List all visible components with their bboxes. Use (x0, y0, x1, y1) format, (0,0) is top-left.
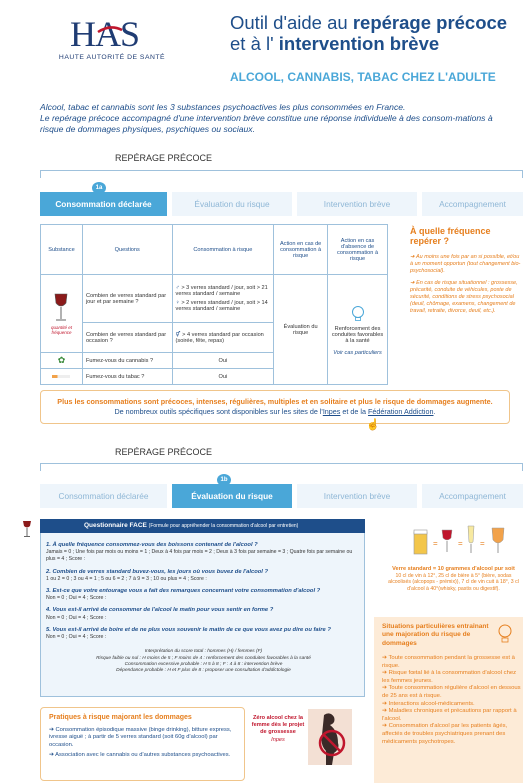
step-accompagnement[interactable]: Accompagnement (422, 192, 523, 216)
title-bold-1: repérage précoce (352, 12, 508, 33)
face-questions (46, 542, 361, 674)
callout-line-1: Plus les consommations sont précoces, intenses, régulières, multiples et en solitaire et plus le risque de dommages augmente. (57, 397, 493, 406)
situations-panel (374, 617, 523, 783)
face-header (40, 519, 365, 533)
step-accompagnement[interactable]: Accompagnement (422, 484, 523, 508)
action-norisk-text: Renforcement des conduites favorables à la santé (331, 325, 384, 344)
question-1: Combien de verres standard par jour et par semaine ? (82, 275, 172, 323)
action-norisk (328, 275, 388, 385)
action-risk: Évaluation du risque (274, 275, 328, 385)
header-action-risk: Action en cas de consommation à risque (274, 225, 328, 275)
has-logo (70, 14, 150, 58)
frequency-title: À quelle fréquence repérer ? (410, 226, 491, 246)
wine-glass-icon (53, 293, 69, 323)
page-subtitle: ALCOOL, CANNABIS, TABAC CHEZ L'ADULTE (230, 70, 496, 84)
step-intervention-breve[interactable]: Intervention brève (297, 484, 417, 508)
risk-2: ⚥ > 4 verres standard par occasion (soirée, fête, repas) (172, 323, 274, 353)
risk-1-men: ♂ > 3 verres standard / jour, soit > 21 verres standard / semaine (175, 285, 268, 297)
pregnant-woman-icon (308, 709, 352, 765)
step-consommation-declaree[interactable]: Consommation déclarée (40, 192, 167, 216)
inpes-link[interactable]: Inpes (322, 407, 341, 416)
step-badge: 1a (92, 182, 106, 194)
frequency-list (410, 254, 523, 316)
alcohol-cell (41, 275, 83, 353)
intro (40, 102, 510, 135)
title-line2-prefix: et à l' (230, 33, 279, 54)
alcohol-label: quantité et fréquence (50, 324, 72, 335)
risk-1-women: ♀ > 2 verres standard / jour, soit > 14 verres standard / semaine (175, 300, 268, 312)
step-intervention-breve[interactable]: Intervention brève (297, 192, 417, 216)
pratique-item: ➔ Association avec le cannabis ou d'autres substances psychoactives. (49, 751, 231, 758)
question-4: Fumez-vous du tabac ? (82, 369, 172, 385)
situation-item: ➔ Consommation d'alcool par les patients âgés, affectés de troubles psychiatriques prenant des médicaments psychotropes. (382, 723, 508, 745)
voir-cas-link[interactable]: Voir cas particuliers (333, 349, 382, 356)
face-title: Questionnaire FACE (84, 522, 147, 529)
question-2: Combien de verres standard par occasion ? (82, 323, 172, 353)
face-interpretation: Interprétation du score total : hommes (H) / femmes (F) Risque faible ou nul : H moins de 5 ; F moins de 4 : renforcement des conduites favorables à la santé Consommation excessive probable : H 5 à 8 ; F : 4 à 8 : intervention brève Dépendance probable : H et F plus de 8 : proposer une consultation d'addictologie (96, 649, 311, 674)
cannabis-cell (41, 353, 83, 369)
intro-line-1: Alcool, tabac et cannabis sont les 3 substances psychoactives les plus consommées en France. (40, 102, 406, 112)
header-substance: Substance (41, 225, 83, 275)
pratiques-list (49, 727, 241, 759)
person-icon: ♂ (175, 285, 180, 291)
callout-line-2: De nombreux outils spécifiques sont disponibles sur les sites de l'Inpes et de la Fédération Addiction. (114, 407, 436, 416)
title-bold-2: intervention brève (278, 33, 440, 54)
header-consommation: Consommation à risque (172, 225, 274, 275)
situation-item: ➔ Maladies chroniques et précautions par rapport à l'alcool. (382, 708, 517, 722)
situations-title: Situations particulières entraînant une majoration du risque de dommages (382, 623, 489, 647)
section1-title: REPÉRAGE PRÉCOCE (115, 153, 213, 163)
face-question: 3. Est-ce que votre entourage vous a fait des remarques concernant votre consommation d'alcool ? Non = 0 ; Oui = 4 ; Score : (46, 588, 321, 602)
verre-standard: Verre standard = 10 grammes d'alcool pur soit 10 cl de vin à 12°, 25 cl de bière à 5° (bière, sodas alcoolisés (alcopops - prémix)), 7 cl de vin cuit à 18°, 3 cl d'alcool à 40°(whisky, pastis ou digestif). (388, 566, 519, 592)
pratique-item: ➔ Consommation épisodique massive (binge drinking), bitture express, ivresse aiguë ; à partir de 5 verres standard (soit 60g d'alcool) par occasion. (49, 727, 232, 748)
lightbulb-icon (497, 623, 513, 645)
header-action-norisk: Action en cas d'absence de consommation à risque (328, 225, 388, 275)
risk-1 (172, 275, 274, 323)
svg-text:=: = (458, 539, 463, 548)
section2-stepper (40, 477, 523, 508)
frequency-item: ➔ En cas de risque situationnel : grossesse, précarité, conduite de véhicules, poste de sécurité, conditions de stress psychosocial (deuil, chômage, examens, changement de travail, retraite, divorce, deuil, etc.). (410, 279, 518, 315)
step-evaluation-risque[interactable]: Évaluation du risque (172, 484, 292, 508)
situation-item: ➔ Risque fœtal lié à la consommation d'alcool chez les femmes jeunes. (382, 670, 517, 684)
svg-text:=: = (433, 539, 438, 548)
step-evaluation-risque[interactable]: Évaluation du risque (172, 192, 292, 216)
svg-text:HAS: HAS (70, 14, 140, 54)
zero-alcool-text: Zéro alcool chez la femme dès le projet de grossesse Inpes (248, 715, 308, 744)
face-question: 4. Vous est-il arrivé de consommer de l'alcool le matin pour vous sentir en forme ? Non = 0 ; Oui = 4 ; Score : (46, 607, 274, 621)
cigarette-icon (52, 375, 70, 378)
person-icon: ♀ (175, 300, 180, 306)
cannabis-leaf-icon: ✿ (57, 355, 66, 365)
step-consommation-declaree[interactable]: Consommation déclarée (40, 484, 167, 508)
person-icon: ⚥ (175, 331, 181, 338)
frequency-item: ➔ Au moins une fois par an si possible, et/ou à un moment opportun (tout changement bio-psychosocial). (410, 254, 521, 275)
face-question: 5. Vous est-il arrivé de boire et de ne plus vous souvenir le matin de ce que vous avez pu dire ou faire ? Non = 0 ; Oui = 4 ; Score : (46, 626, 331, 641)
pratiques-title: Pratiques à risque majorant les dommages (49, 714, 192, 721)
drinks-icon (408, 520, 523, 560)
intro-line-2: Le repérage précoce accompagné d'une intervention brève constitue une réponse individuelle à des consom-mations à risque de dommages physiques, psychiques ou sociaux. (40, 113, 493, 134)
wine-glass-icon (22, 520, 32, 543)
callout-box (40, 390, 510, 424)
face-question: 2. Combien de verres standard buvez-vous, les jours où vous buvez de l'alcool ? 1 ou 2 = 0 ; 3 ou 4 = 1 ; 5 ou 6 = 2 ; 7 à 9 = 3 ; 10 ou plus = 4 ; Score : (46, 568, 269, 582)
logo-subtitle: HAUTE AUTORITÉ DE SANTÉ (58, 54, 166, 61)
risk-3: Oui (172, 353, 274, 369)
pratiques-box (40, 707, 245, 781)
question-3: Fumez-vous du cannabis ? (82, 353, 172, 369)
face-title-note: (Formule pour appréhender la consommation d'alcool par entretien) (148, 523, 299, 529)
situation-item: ➔ Toute consommation régulière d'alcool en dessous de 25 ans est à risque. (382, 685, 521, 699)
section1-stepper (40, 185, 523, 216)
face-question: 1. À quelle fréquence consommez-vous des boissons contenant de l'alcool ? Jamais = 0 ; Une fois par mois ou moins = 1 ; Deux à 4 fois par mois = 2 ; Deux à 3 fois par semaine = 3 ; Quatre fois par semaine ou plus = 4 ; Score : (46, 542, 353, 563)
risk-4: Oui (172, 369, 274, 385)
section2-bracket (40, 463, 523, 471)
header-questions: Questions (82, 225, 172, 275)
inpes-link[interactable]: Inpes (271, 737, 285, 744)
has-logo-icon (70, 14, 150, 54)
tobacco-cell (41, 369, 83, 385)
section1-bracket (40, 170, 523, 178)
cursor-hand-icon: ☝ (366, 419, 380, 431)
situations-list (382, 655, 522, 746)
svg-text:=: = (480, 539, 485, 548)
page-title (230, 12, 523, 54)
lightbulb-icon (350, 304, 366, 324)
risk-table (40, 224, 388, 385)
section2-title: REPÉRAGE PRÉCOCE (115, 447, 213, 457)
title-prefix: Outil d'aide au (230, 12, 353, 33)
step-badge: 1b (217, 474, 231, 486)
situation-item: ➔ Interactions alcool-médicaments. (382, 700, 475, 707)
federation-addiction-link[interactable]: Fédération Addiction (367, 407, 434, 416)
frequency-panel (410, 226, 523, 316)
situation-item: ➔ Toute consommation pendant la grossesse est à risque. (382, 655, 515, 669)
